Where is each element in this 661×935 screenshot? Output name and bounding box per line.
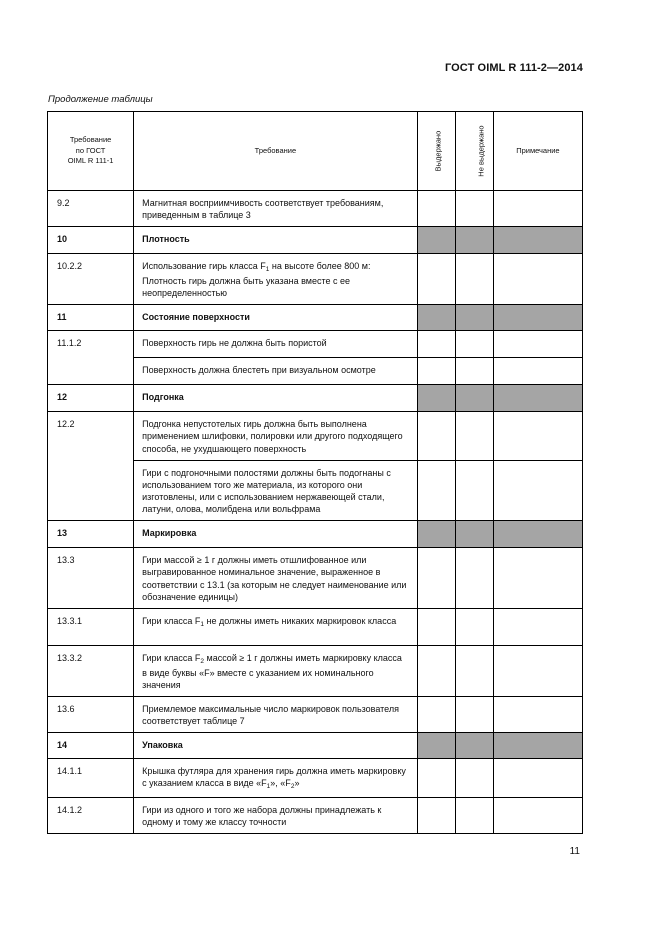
- ref-cell: [48, 385, 134, 412]
- requirement-text: Подгонка непустотелых гирь должна быть выполнена применением шлифовки, полировки или другого подходящего способа, не ухудшающего поверхность: [142, 419, 403, 454]
- requirement-cell: [134, 305, 418, 331]
- requirement-cell: [134, 254, 418, 305]
- requirement-cell: [134, 548, 418, 609]
- passed-cell: [417, 548, 455, 609]
- requirement-text-part: »: [294, 778, 300, 789]
- requirement-text-part: массой ≥ 1 г должны иметь маркировку класса в виде буквы «F» вместе с указанием их номинального значения: [142, 652, 402, 690]
- failed-cell: [455, 548, 493, 609]
- ref-text: 13.3.2: [57, 652, 83, 663]
- note-cell: [493, 696, 582, 732]
- column-header-failed: [455, 112, 493, 191]
- passed-cell: [417, 412, 455, 460]
- requirement-cell: [134, 412, 418, 460]
- requirement-text-part: Использование гирь класса F: [142, 261, 266, 272]
- requirement-text: [134, 609, 417, 635]
- passed-cell: [417, 798, 455, 834]
- passed-cell: [417, 460, 455, 521]
- column-header-note: Примечание: [493, 112, 582, 191]
- requirement-text-part: не должны иметь никаких маркировок класса: [204, 615, 397, 626]
- table-row: [48, 608, 583, 645]
- failed-cell: [455, 608, 493, 645]
- failed-cell: [455, 191, 493, 227]
- requirement-text: Гири с подгоночными полостями должны быть подогнаны с использованием того же материала, из которого они изготовлены, или с использованием нержавеющей стали, латуни, олова, молибдена или вольфрама: [142, 467, 391, 515]
- requirement-cell: [134, 385, 418, 412]
- section-title: Подгонка: [142, 392, 184, 403]
- requirement-text: Гири из одного и того же набора должны принадлежать к одному и тому же классу точности: [142, 805, 382, 828]
- subscript: 2: [290, 783, 295, 791]
- shaded-cell: [493, 385, 582, 412]
- column-header-requirement: Требование: [134, 112, 418, 191]
- requirement-cell: [134, 759, 418, 798]
- shaded-cell: [455, 733, 493, 759]
- ref-cell: [48, 521, 134, 548]
- note-cell: [493, 645, 582, 696]
- passed-cell: [417, 696, 455, 732]
- column-header-ref-l1: Требование: [69, 134, 112, 144]
- ref-text: 13: [57, 528, 68, 539]
- requirement-cell: [134, 733, 418, 759]
- requirement-text: Приемлемое максимальные число маркировок пользователя соответствует таблице 7: [142, 703, 400, 727]
- requirement-text: Поверхность должна блестеть при визуальном осмотре: [142, 365, 376, 376]
- note-cell: [493, 798, 582, 834]
- ref-text: 9.2: [57, 198, 70, 208]
- requirement-cell: [134, 331, 418, 358]
- requirement-text: [134, 646, 417, 696]
- ref-text: 14.1.2: [57, 805, 83, 816]
- requirement-cell: [134, 227, 418, 254]
- ref-cell: [48, 191, 134, 227]
- requirement-cell: [134, 696, 418, 732]
- shaded-cell: [455, 385, 493, 412]
- failed-cell: [455, 358, 493, 385]
- ref-cell: [48, 254, 134, 305]
- ref-cell: [48, 645, 134, 696]
- ref-cell: [48, 548, 134, 609]
- failed-cell: [455, 460, 493, 521]
- ref-text: 11: [57, 312, 67, 323]
- passed-cell: [417, 759, 455, 798]
- requirement-text: Поверхность гирь не должна быть пористой: [142, 338, 327, 349]
- column-header-ref-l3: OIML R 111-1: [67, 156, 114, 166]
- ref-text: 12.2: [57, 419, 75, 430]
- shaded-cell: [417, 733, 455, 759]
- page-number: 11: [569, 846, 580, 857]
- ref-cell: [48, 331, 134, 385]
- ref-cell: [48, 608, 134, 645]
- failed-cell: [455, 254, 493, 305]
- ref-text: 14.1.1: [57, 766, 83, 777]
- requirement-text: [134, 759, 417, 797]
- ref-cell: [48, 696, 134, 732]
- table-row: [48, 548, 583, 609]
- ref-text: 12: [57, 392, 68, 403]
- requirement-text: [134, 254, 417, 304]
- note-cell: [493, 412, 582, 460]
- requirement-cell: [134, 521, 418, 548]
- table-row: [48, 331, 583, 358]
- table-row: [48, 696, 583, 732]
- shaded-cell: [417, 521, 455, 548]
- section-row: [48, 385, 583, 412]
- failed-cell: [455, 696, 493, 732]
- section-title: Плотность: [142, 234, 190, 245]
- section-row: [48, 305, 583, 331]
- ref-text: 13.3.1: [57, 615, 83, 626]
- requirement-cell: [134, 798, 418, 834]
- note-cell: [493, 608, 582, 645]
- requirement-text-part: Крышка футляра для хранения гирь должна иметь маркировку с указанием класса в виде «F: [142, 766, 406, 789]
- failed-cell: [455, 331, 493, 358]
- table-caption: Продолжение таблицы: [48, 94, 153, 105]
- document-code: ГОСТ OIML R 111-2—2014: [444, 62, 583, 74]
- ref-text: 14: [57, 740, 68, 751]
- subscript: 1: [265, 266, 270, 274]
- note-cell: [493, 358, 582, 385]
- subscript: 1: [200, 620, 205, 628]
- requirement-text-part: Гири класса F: [142, 652, 201, 663]
- ref-text: 10.2.2: [57, 261, 83, 272]
- ref-cell: [48, 733, 134, 759]
- requirement-cell: [134, 191, 418, 227]
- column-header-passed: [417, 112, 455, 191]
- shaded-cell: [493, 521, 582, 548]
- shaded-cell: [455, 521, 493, 548]
- note-cell: [493, 191, 582, 227]
- ref-cell: [48, 305, 134, 331]
- shaded-cell: [493, 733, 582, 759]
- failed-cell: [455, 759, 493, 798]
- column-header-passed-label: Выдержано: [432, 130, 442, 172]
- table-row: [48, 191, 583, 227]
- section-row: [48, 227, 583, 254]
- shaded-cell: [417, 227, 455, 254]
- requirement-text: Гири массой ≥ 1 г должны иметь отшлифованное или выгравированное номинальное значение, выраженное в соответствии с 13.1 (за которым не следует наименование или обозначение единицы): [142, 555, 407, 602]
- requirement-cell: [134, 645, 418, 696]
- table-row: [48, 798, 583, 834]
- shaded-cell: [455, 227, 493, 254]
- ref-text: 13.6: [57, 703, 75, 714]
- passed-cell: [417, 331, 455, 358]
- ref-text: 11.1.2: [57, 338, 82, 349]
- table-row: [48, 254, 583, 305]
- table-row: [48, 412, 583, 460]
- requirements-table: [47, 111, 583, 834]
- failed-cell: [455, 645, 493, 696]
- passed-cell: [417, 358, 455, 385]
- failed-cell: [455, 412, 493, 460]
- section-title: Маркировка: [142, 528, 197, 539]
- ref-cell: [48, 759, 134, 798]
- note-cell: [493, 460, 582, 521]
- ref-cell: [48, 412, 134, 521]
- section-title: Состояние поверхности: [142, 312, 250, 323]
- subscript: 2: [200, 657, 205, 665]
- passed-cell: [417, 254, 455, 305]
- passed-cell: [417, 191, 455, 227]
- ref-cell: [48, 227, 134, 254]
- requirement-text-part: Гири класса F: [142, 615, 201, 626]
- shaded-cell: [417, 385, 455, 412]
- table-row: [48, 645, 583, 696]
- shaded-cell: [417, 305, 455, 331]
- note-cell: [493, 548, 582, 609]
- shaded-cell: [493, 227, 582, 254]
- requirement-text-part: на высоте более 800 м: Плотность гирь должна быть указана вместе с ее неопределенностью: [142, 261, 371, 299]
- note-cell: [493, 331, 582, 358]
- table-row: [48, 759, 583, 798]
- section-title: Упаковка: [142, 740, 183, 751]
- note-cell: [493, 759, 582, 798]
- requirement-cell: [134, 460, 418, 521]
- ref-cell: [48, 798, 134, 834]
- failed-cell: [455, 798, 493, 834]
- note-cell: [493, 254, 582, 305]
- ref-text: 13.3: [57, 555, 75, 566]
- requirement-cell: [134, 358, 418, 385]
- requirement-text-part: », «F: [270, 778, 291, 789]
- subscript: 1: [266, 783, 271, 791]
- column-header-ref-l2: по ГОСТ: [75, 145, 106, 155]
- table-header-row: [48, 112, 583, 191]
- ref-text: 10: [57, 234, 68, 245]
- section-row: [48, 733, 583, 759]
- section-row: [48, 521, 583, 548]
- requirement-text: Магнитная восприимчивость соответствует требованиям, приведенным в таблице 3: [142, 198, 384, 221]
- column-header-failed-label: Не выдержано: [476, 125, 486, 177]
- shaded-cell: [493, 305, 582, 331]
- passed-cell: [417, 645, 455, 696]
- requirement-cell: [134, 608, 418, 645]
- passed-cell: [417, 608, 455, 645]
- shaded-cell: [455, 305, 493, 331]
- column-header-ref: [48, 112, 134, 191]
